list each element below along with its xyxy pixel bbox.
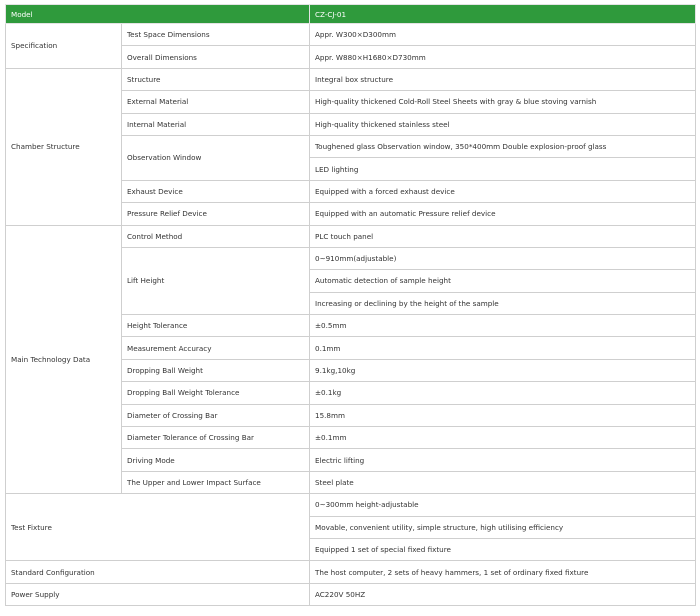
param-name: Control Method [122, 225, 310, 247]
param-value: PLC touch panel [310, 225, 696, 247]
param-name: Height Tolerance [122, 315, 310, 337]
param-value: ±0.1kg [310, 382, 696, 404]
spec-table-container [5, 4, 695, 606]
spec-table [5, 4, 696, 606]
param-name: Lift Height [122, 247, 310, 314]
param-value: AC220V 50HZ [310, 583, 696, 605]
category-chamber-structure: Chamber Structure [6, 68, 122, 225]
param-value: 0~910mm(adjustable) [310, 247, 696, 269]
param-value: Integral box structure [310, 68, 696, 90]
header-label: Model [6, 5, 310, 24]
param-value: Appr. W880×H1680×D730mm [310, 46, 696, 68]
header-model-value: CZ-CJ-01 [310, 5, 696, 24]
category-standard-configuration: Standard Configuration [6, 561, 310, 583]
param-value: Automatic detection of sample height [310, 270, 696, 292]
table-row [6, 583, 696, 605]
param-name: Overall Dimensions [122, 46, 310, 68]
table-row [6, 494, 696, 516]
param-value: Movable, convenient utility, simple structure, high utilising efficiency [310, 516, 696, 538]
category-power-supply: Power Supply [6, 583, 310, 605]
param-value: Electric lifting [310, 449, 696, 471]
param-value: Toughened glass Observation window, 350*400mm Double explosion-proof glass [310, 135, 696, 157]
param-value: Equipped with an automatic Pressure relief device [310, 203, 696, 225]
param-name: Dropping Ball Weight Tolerance [122, 382, 310, 404]
param-name: Measurement Accuracy [122, 337, 310, 359]
param-name: Diameter Tolerance of Crossing Bar [122, 427, 310, 449]
param-value: Increasing or declining by the height of the sample [310, 292, 696, 314]
param-value: ±0.5mm [310, 315, 696, 337]
category-test-fixture: Test Fixture [6, 494, 310, 561]
param-value: Steel plate [310, 471, 696, 493]
param-name: Exhaust Device [122, 180, 310, 202]
param-name: Diameter of Crossing Bar [122, 404, 310, 426]
table-row [6, 225, 696, 247]
header-row [6, 5, 696, 24]
table-row [6, 68, 696, 90]
param-value: Equipped with a forced exhaust device [310, 180, 696, 202]
param-value: Appr. W300×D300mm [310, 24, 696, 46]
param-name: External Material [122, 91, 310, 113]
param-value: High-quality thickened stainless steel [310, 113, 696, 135]
param-value: The host computer, 2 sets of heavy hammers, 1 set of ordinary fixed fixture [310, 561, 696, 583]
param-value: 9.1kg,10kg [310, 359, 696, 381]
param-value: 15.8mm [310, 404, 696, 426]
param-name: Pressure Relief Device [122, 203, 310, 225]
param-name: Internal Material [122, 113, 310, 135]
param-name: Structure [122, 68, 310, 90]
param-name: Driving Mode [122, 449, 310, 471]
table-row [6, 561, 696, 583]
param-name: Observation Window [122, 135, 310, 180]
param-name: Dropping Ball Weight [122, 359, 310, 381]
param-value: High-quality thickened Cold-Roll Steel Sheets with gray & blue stoving varnish [310, 91, 696, 113]
table-row [6, 24, 696, 46]
param-value: 0~300mm height-adjustable [310, 494, 696, 516]
param-name: Test Space Dimensions [122, 24, 310, 46]
category-specification: Specification [6, 24, 122, 69]
param-value: ±0.1mm [310, 427, 696, 449]
param-name: The Upper and Lower Impact Surface [122, 471, 310, 493]
category-main-technology-data: Main Technology Data [6, 225, 122, 494]
param-value: 0.1mm [310, 337, 696, 359]
param-value: LED lighting [310, 158, 696, 180]
param-value: Equipped 1 set of special fixed fixture [310, 538, 696, 560]
